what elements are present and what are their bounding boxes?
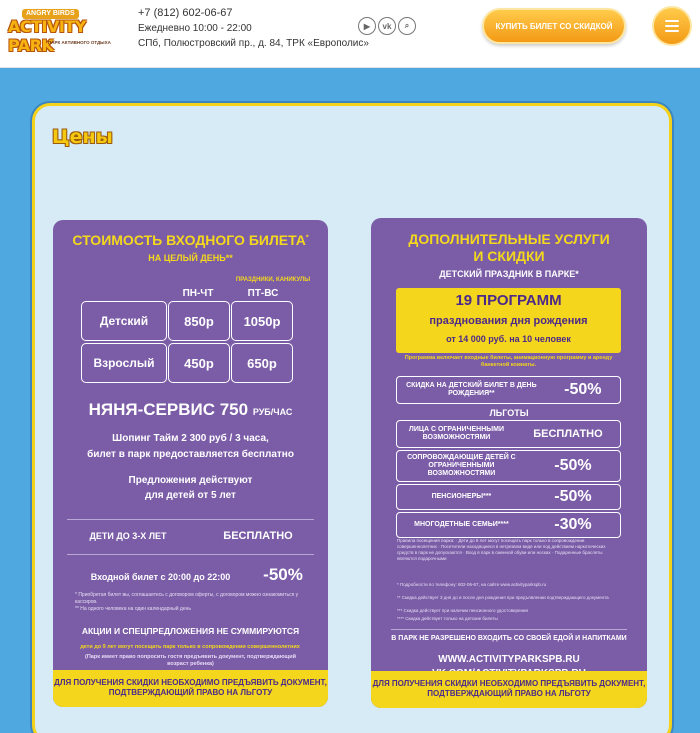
fine-print-4: **** Скидка действует только на детские билеты: [397, 616, 498, 621]
col-fri-sun: ПТ-ВС: [247, 288, 279, 299]
divider: [391, 629, 627, 630]
row-child-label: Детский: [81, 301, 167, 341]
card2-title-2: И СКИДКИ: [473, 248, 545, 264]
fine-print-3: *** Скидка действует при наличии пенсионного удостоверения: [397, 608, 528, 613]
evening-ticket-discount: -50%: [263, 565, 303, 584]
no-food-notice: В ПАРК НЕ РАЗРЕШЕНО ВХОДИТЬ СО СВОЕЙ ЕДОЙ И НАПИТКАМИ: [391, 635, 627, 642]
services-discount-card[interactable]: [371, 218, 647, 708]
fine-print-1: * Приобретая билет вы, соглашаетесь с договором оферты, с договором можно ознакомиться у кассиров.: [75, 592, 299, 605]
contact-info: [138, 6, 369, 51]
address: СПб, Полюстровский пр., д. 84, ТРК «Европолис»: [138, 38, 369, 49]
birthday-discount-value: -50%: [564, 381, 602, 398]
menu-button[interactable]: [652, 6, 692, 46]
party-heading: ДЕТСКИЙ ПРАЗДНИК В ПАРКЕ*: [439, 269, 579, 279]
ticket-price-card[interactable]: [53, 220, 328, 707]
party-price: от 14 000 руб. на 10 человек: [446, 334, 571, 344]
col-mon-thu: ПН-ЧТ: [182, 288, 214, 299]
shopping-line2: билет в парк предоставляется бесплатно: [87, 449, 294, 460]
card2-footer: ДЛЯ ПОЛУЧЕНИЯ СКИДКИ НЕОБХОДИМО ПРЕДЪЯВИТЬ ДОКУМЕНТ, ПОДТВЕРЖДАЮЩИЙ ПРАВО НА ЛЬГОТУ: [371, 671, 647, 708]
page-title: Цены: [52, 126, 113, 148]
hamburger-icon: [665, 20, 679, 22]
programs-box: [396, 288, 621, 353]
row-adult-label: Взрослый: [81, 343, 167, 383]
nanny-service: НЯНЯ-СЕРВИС 750 РУБ/ЧАС: [88, 400, 293, 419]
holiday-note: ПРАЗДНИКИ, КАНИКУЛЫ: [235, 277, 311, 283]
buy-ticket-button[interactable]: КУПИТЬ БИЛЕТ СО СКИДКОЙ: [482, 8, 626, 44]
benefit-row: СОПРОВОЖДАЮЩИЕ ДЕТЕЙ С ОГРАНИЧЕННЫМИ ВОЗМОЖНОСТЯМИ -50%: [396, 450, 621, 482]
kids-9-notice: дети до 9 лет могут посещать парк только в сопровождении совершеннолетних: [80, 644, 300, 650]
website-link[interactable]: WWW.ACTIVITYPARKSPB.RU: [438, 654, 580, 665]
offers-line2: для детей от 5 лет: [145, 490, 236, 501]
park-rules: Правила посещения парка: · Дети до 9 лет могут посещать парк только в сопровождении совершеннолетних · Посетители находящиеся в нетрезвом виде или под действием наркотических средств в парк не допускаются · Вход в парк в сменной обуви или носках · Подаренные браслеты являются подарочными: [397, 538, 606, 561]
site-header: [0, 0, 700, 68]
fine-print-1: * Подробности по телефону: 602-06-67, на сайте www.activityparkspb.ru: [397, 582, 547, 587]
park-logo[interactable]: [8, 9, 120, 55]
benefits-title: ЛЬГОТЫ: [489, 408, 529, 418]
social-links: [358, 17, 416, 35]
search-icon[interactable]: ⌕: [398, 17, 416, 35]
logo-main-text: ACTIVITY PARK: [8, 17, 86, 55]
logo-sub-text: ПАРК АКТИВНОГО ОТДЫХА: [48, 40, 111, 45]
phone-link[interactable]: +7 (812) 602-06-67: [138, 7, 233, 19]
divider: [67, 554, 314, 555]
card1-subtitle: НА ЦЕЛЫЙ ДЕНЬ**: [148, 253, 233, 263]
row-child-weekday: 850р: [168, 301, 230, 341]
logo-top-text: ANGRY BIRDS: [22, 9, 79, 19]
row-adult-weekday: 450р: [168, 343, 230, 383]
offers-line1: Предложения действуют: [128, 475, 253, 486]
divider: [67, 519, 314, 520]
celebration-text: празднования дня рождения: [429, 315, 588, 327]
fine-print-2: ** Скидка действует 3 дня до и после дня рождения при предъявлении подтверждающего документа: [397, 595, 609, 600]
card2-title-1: ДОПОЛНИТЕЛЬНЫЕ УСЛУГИ: [408, 231, 610, 247]
row-child-weekend: 1050р: [231, 301, 293, 341]
opening-hours: Ежедневно 10:00 - 22:00: [138, 23, 252, 34]
card1-title: СТОИМОСТЬ ВХОДНОГО БИЛЕТА*: [72, 232, 309, 248]
row-adult-weekend: 650р: [231, 343, 293, 383]
shopping-line1: Шопинг Тайм 2 300 руб / 3 часа,: [112, 433, 269, 444]
kids-under-3-label: ДЕТИ ДО 3-Х ЛЕТ: [89, 531, 167, 541]
no-sum-notice: АКЦИИ И СПЕЦПРЕДЛОЖЕНИЯ НЕ СУММИРУЮТСЯ: [81, 626, 300, 636]
youtube-icon[interactable]: ▶: [358, 17, 376, 35]
card1-footer: ДЛЯ ПОЛУЧЕНИЯ СКИДКИ НЕОБХОДИМО ПРЕДЪЯВИТЬ ДОКУМЕНТ, ПОДТВЕРЖДАЮЩИЙ ПРАВО НА ЛЬГОТУ: [53, 670, 328, 707]
birthday-discount-row: СКИДКА НА ДЕТСКИЙ БИЛЕТ В ДЕНЬ РОЖДЕНИЯ** -50%: [396, 376, 621, 404]
benefit-row: МНОГОДЕТНЫЕ СЕМЬИ**** -30%: [396, 512, 621, 538]
benefit-row: ПЕНСИОНЕРЫ*** -50%: [396, 484, 621, 510]
benefit-row: ЛИЦА С ОГРАНИЧЕННЫМИ ВОЗМОЖНОСТЯМИ БЕСПЛАТНО: [396, 420, 621, 448]
includes-note: Программа включает входные билеты, анимационную программу и аренду банкетной комнаты.: [404, 355, 613, 368]
programs-count: 19 ПРОГРАММ: [455, 292, 562, 309]
fine-print-2: ** На одного человека на один календарный день: [75, 606, 191, 612]
evening-ticket-label: Входной билет с 20:00 до 22:00: [90, 572, 231, 582]
kids-under-3-value: БЕСПЛАТНО: [223, 530, 293, 542]
doc-notice: (Парк имеет право попросить гостя предъявить документ, подтверждающий возраст ребенка): [85, 654, 296, 667]
vk-icon[interactable]: vk: [378, 17, 396, 35]
